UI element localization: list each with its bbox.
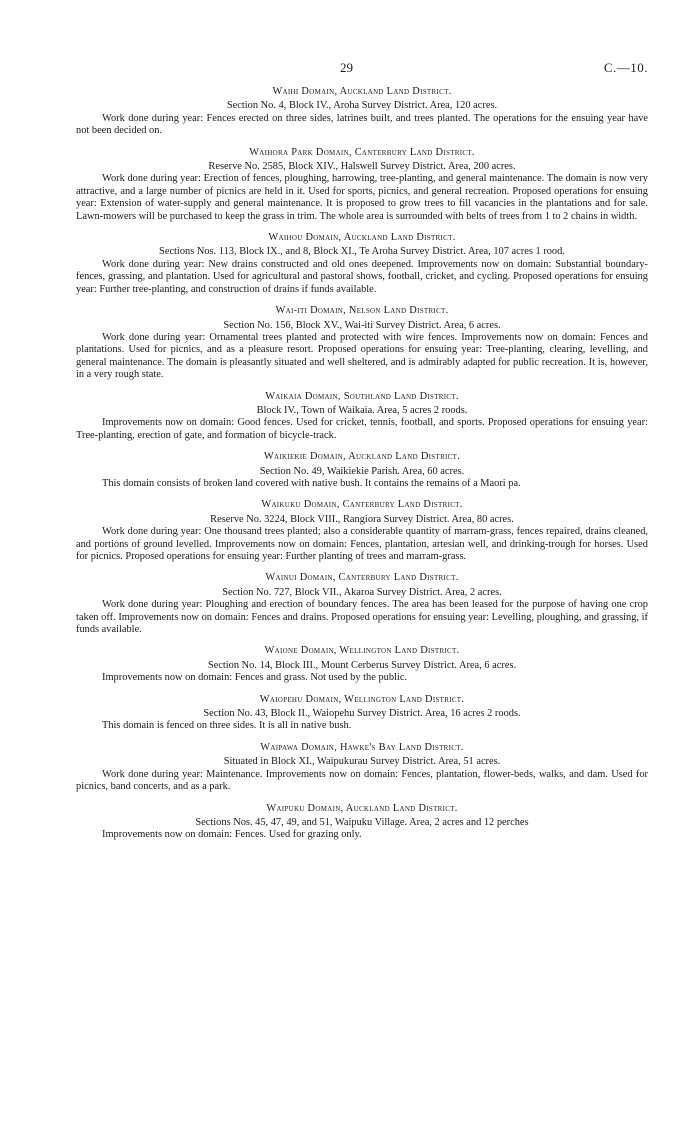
entry-heading: Waikuku Domain, Canterbury Land District. [261,499,463,511]
entry-body: Improvements now on domain: Good fences. Used for cricket, tennis, football, and sports. Proposed operations for ensuing year: Tree-planting, erection of gate, and formation of bicycle-track. [76,417,648,441]
document-reference: C.—10. [603,60,648,75]
domain-entry-waihou [76,232,648,296]
entry-subheading: Block IV., Town of Waikaia. Area, 5 acres 2 roods. [256,404,468,416]
entry-subheading: Reserve No. 3224, Block VIII., Rangiora Survey District. Area, 80 acres. [210,513,514,525]
entry-subheading: Section No. 4, Block IV., Aroha Survey District. Area, 120 acres. [226,100,498,112]
entry-body: Work done during year: Fences erected on three sides, latrines built, and trees planted. The operations for the ensuing year have not been decided on. [76,112,648,137]
page-number: 29 [340,60,353,75]
entry-body: Improvements now on domain: Fences. Used for grazing only. [102,829,362,841]
entry-heading: Waipawa Domain, Hawke's Bay Land District. [260,741,464,753]
entry-body: Work done during year: Ornamental trees planted and protected with wire fences. Improvements now on domain: Fences and plantations. Used for picnics, and as a pleasure resort. Proposed operations for ensuing year: Tree-planting, clearing, levelling, and general maintenance. The domain is pleasantly situated and well sheltered, and is admirably adapted for public recreation. It is, however, in a very rough state. [76,331,648,381]
entry-heading: Waikaia Domain, Southland Land District. [265,390,459,402]
entry-subheading: Section No. 49, Waikiekie Parish. Area, 60 acres. [259,465,465,477]
entry-body: Improvements now on domain: Fences and grass. Not used by the public. [102,672,408,684]
entry-subheading: Section No. 727, Block VII., Akaroa Survey District. Area, 2 acres. [222,586,502,598]
entry-heading: Wai-iti Domain, Nelson Land District. [275,305,449,317]
domain-entry-waihora-park [76,147,648,223]
domain-entry-waikiekie [76,451,648,490]
entry-body: Work done during year: New drains constructed and old ones deepened. Improvements now on domain: Substantial boundary-fences, grassing, and plantation. Used for agricultural and pastoral shows, football, cricket, and cycling. Proposed operations for ensuing year: Further tree-planting, and construction of drains if funds available. [76,258,648,295]
entry-subheading: Sections Nos. 113, Block IX., and 8, Block XI., Te Aroha Survey District. Area, 107 acres 1 rood. [159,246,565,258]
domain-entry-wai-iti [76,305,648,381]
entry-body: This domain consists of broken land covered with native bush. It contains the remains of a Maori pa. [102,477,521,489]
domain-entry-waiopehu [76,694,648,733]
entry-heading: Waihora Park Domain, Canterbury Land District. [249,146,475,158]
domain-entry-waikaia [76,391,648,443]
entry-body: Work done during year: Maintenance. Improvements now on domain: Fences, plantation, flower-beds, walks, and dam. Used for picnics, band concerts, and as a park. [76,768,648,793]
entry-subheading: Situated in Block XI., Waipukurau Survey District. Area, 51 acres. [223,756,501,768]
domain-entry-waipuku [76,803,648,842]
entry-heading: Waipuku Domain, Auckland Land District. [266,802,458,814]
entry-subheading: Sections Nos. 45, 47, 49, and 51, Waipuku Village. Area, 2 acres and 12 perches [195,816,529,828]
entry-subheading: Section No. 14, Block III., Mount Cerberus Survey District. Area, 6 acres. [207,659,517,671]
domain-entry-waione [76,645,648,684]
entry-heading: Waihi Domain, Auckland Land District. [272,86,452,97]
page-header [76,62,648,86]
entry-heading: Waione Domain, Wellington Land District. [264,645,460,657]
entry-heading: Waihou Domain, Auckland Land District. [268,232,456,244]
entry-heading: Waiopehu Domain, Wellington Land District. [259,693,465,705]
entry-heading: Waikiekie Domain, Auckland Land District. [263,451,461,463]
entry-body: Work done during year: One thousand trees planted; also a considerable quantity of marram-grass, fences repaired, drains cleaned, and portions of ground levelled. Improvements now on domain: Fences, plantation, artesian well, and drinking-trough for horses. Used for picnics. Proposed operations for ensuing year: Further planting of trees and marram-grass. [76,526,648,562]
entry-subheading: Reserve No. 2585, Block XIV., Halswell Survey District. Area, 200 acres. [208,161,516,173]
domain-entry-waipawa [76,742,648,794]
domain-entry-waihi [76,86,648,138]
domain-entry-wainui [76,572,648,636]
entry-body: Work done during year: Ploughing and erection of boundary fences. The area has been leased for the purpose of having one crop taken off. Improvements now on domain: Fences and drains. Proposed operations for ensuing year: Levelling, ploughing, and grassing, if funds available. [76,599,648,636]
entry-heading: Wainui Domain, Canterbury Land District. [265,572,459,584]
entry-body: This domain is fenced on three sides. It is all in native bush. [102,720,352,732]
entry-body: Work done during year: Erection of fences, ploughing, harrowing, tree-planting, and general maintenance. The domain is now very attractive, and a large number of picnics are held in it. Used for sports, picnics, and general recreation. Proposed operations for ensuing year: Extension of water-supply and general maintenance. It is proposed to grow trees to fill vacancies in the plantations and for sale. Lawn-mowers will be purchased to keep the grass in trim. The whole area is surrounded with belts of trees from 1 to 2 chains in width. [76,173,648,222]
entry-subheading: Section No. 156, Block XV., Wai-iti Survey District. Area, 6 acres. [223,319,501,331]
domain-entry-waikuku [76,499,648,563]
entry-subheading: Section No. 43, Block II., Waiopehu Survey District. Area, 16 acres 2 roods. [203,708,521,720]
